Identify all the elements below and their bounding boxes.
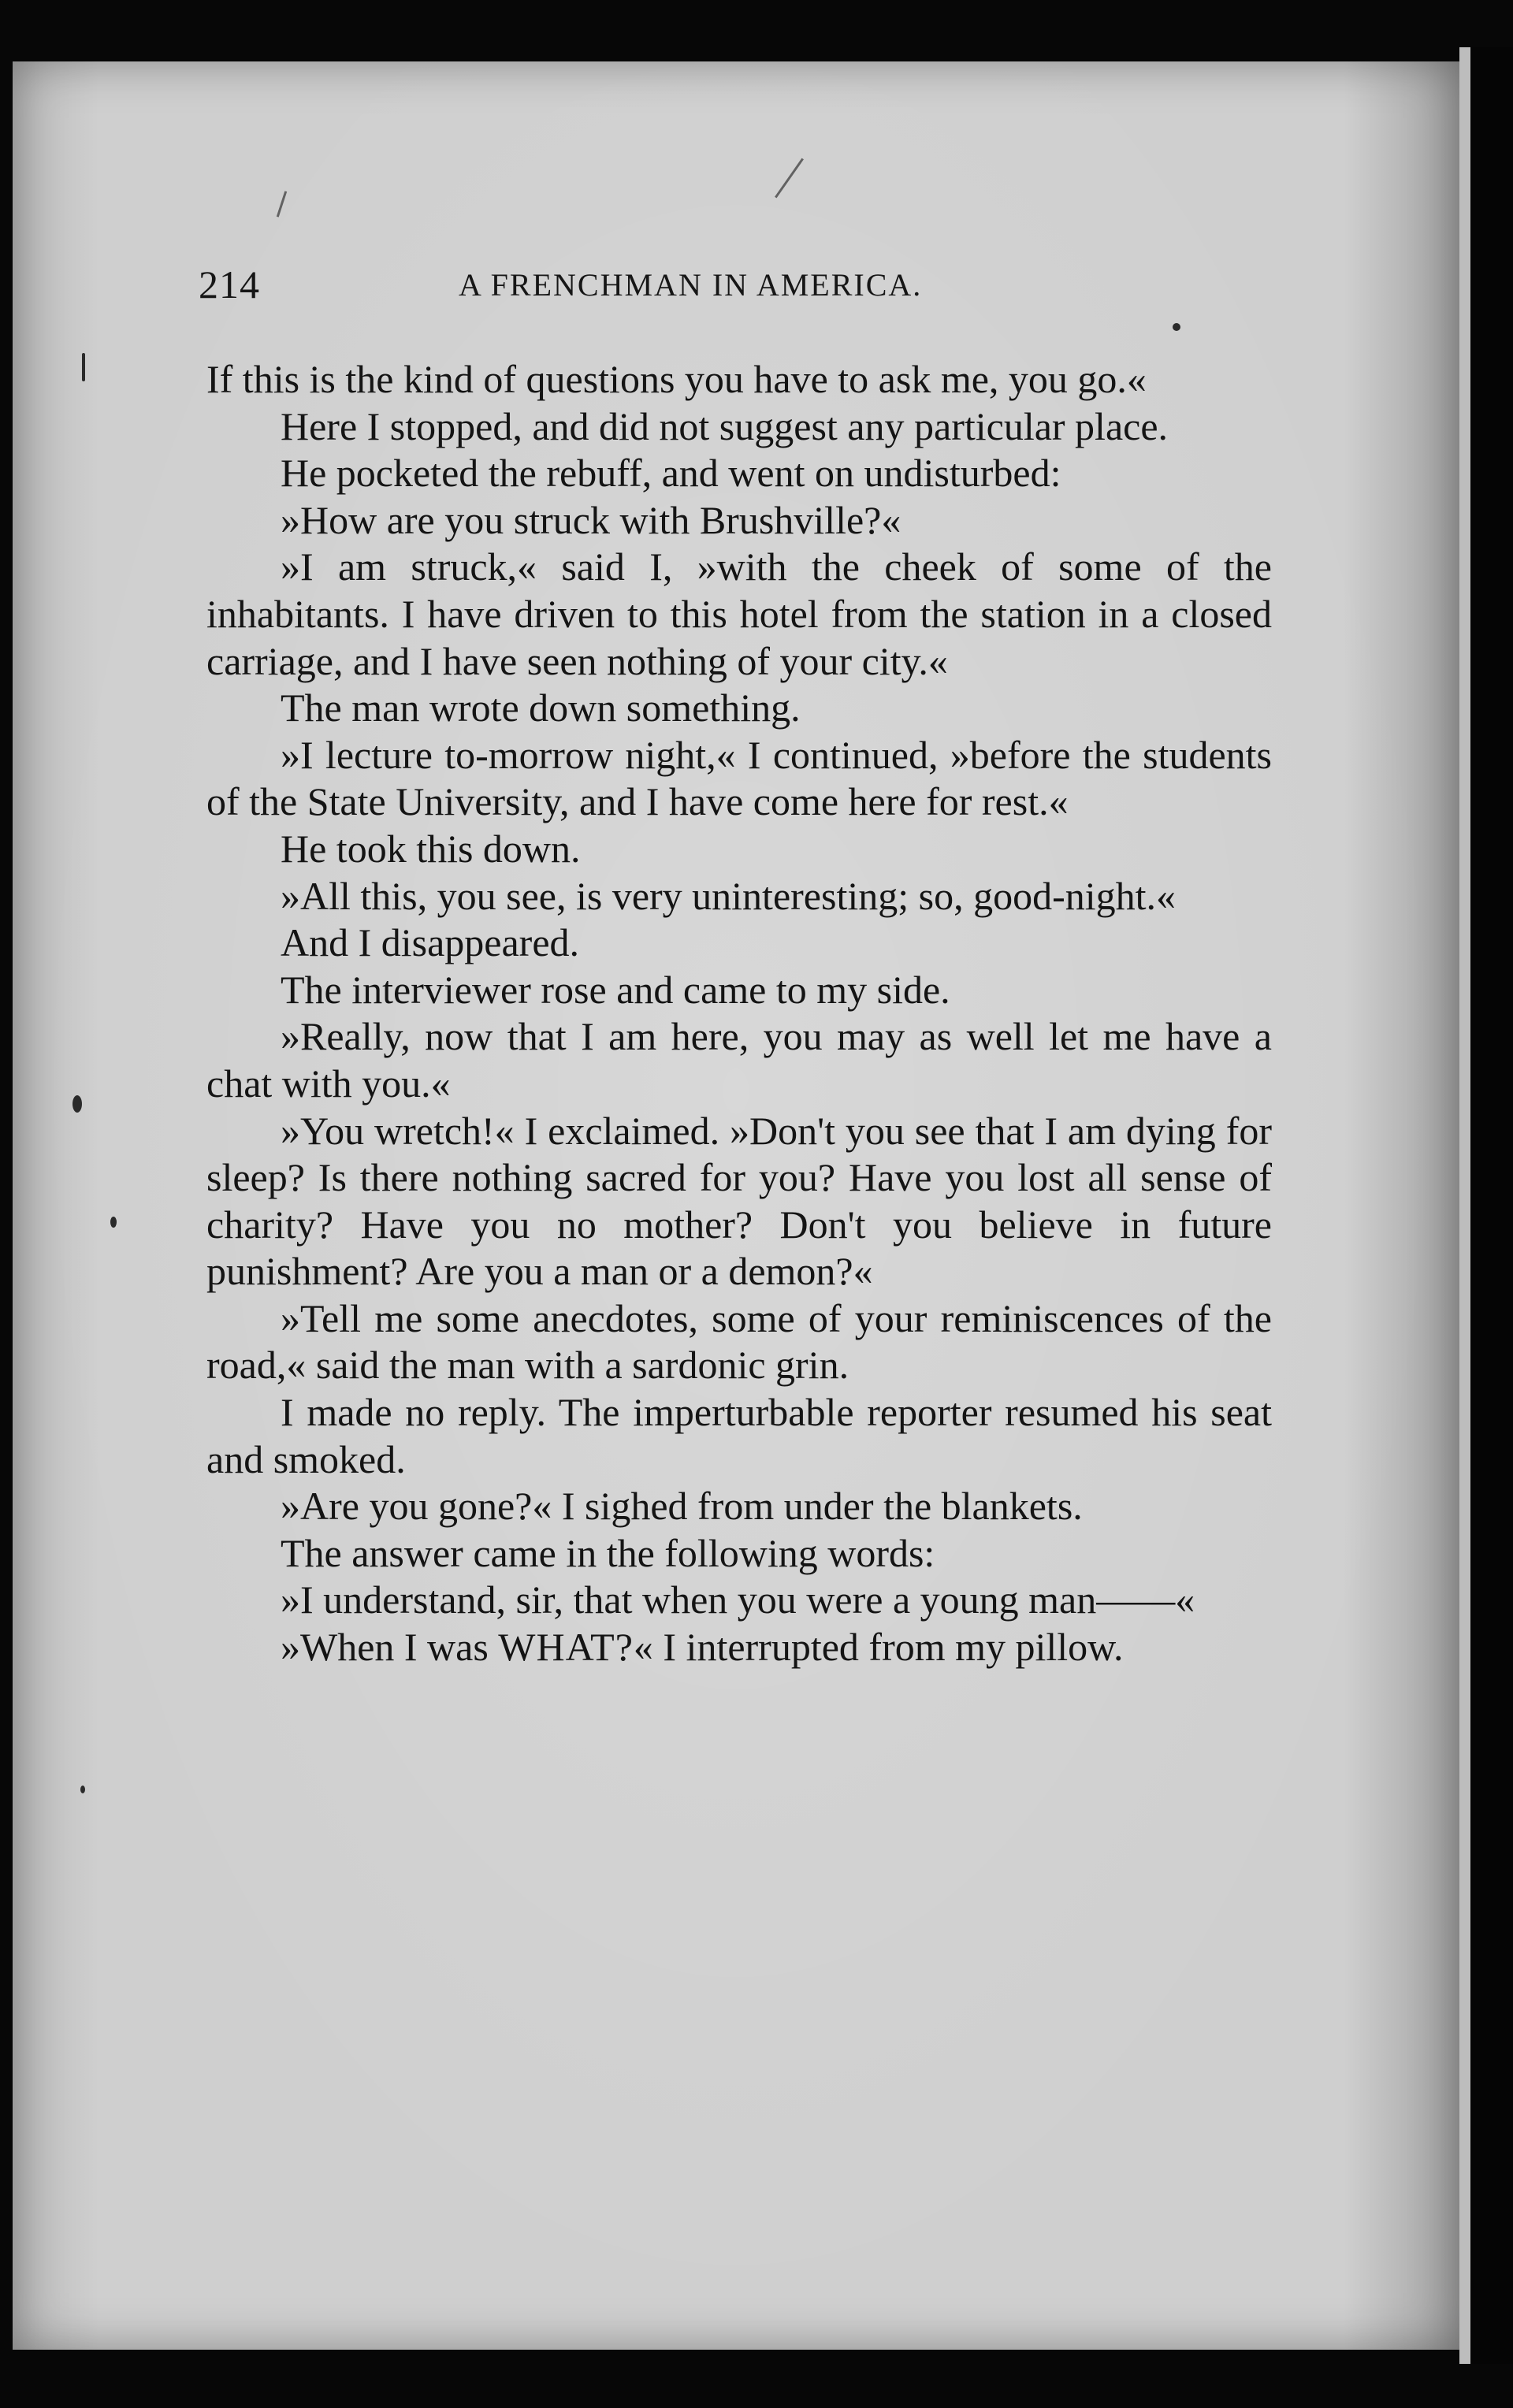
paragraph: »How are you struck with Brushville?« bbox=[281, 497, 901, 542]
paragraph: The interviewer rose and came to my side. bbox=[281, 967, 950, 1012]
paragraph: I made no reply. The imperturbable reporter resumed his seat and smoked. bbox=[206, 1390, 1272, 1481]
text-run: « I interrupted from my pillow. bbox=[633, 1625, 1124, 1670]
paragraph: »You wretch!« I exclaimed. »Don't you see that I am dying for sleep? Is there nothing sacred for you? Have you lost all sense of charity? Have you no mother? Don't you believe in future punishment? Are you a man or a demon?« bbox=[206, 1108, 1272, 1294]
scan-speck bbox=[110, 1217, 117, 1228]
paragraph: »Tell me some anecdotes, some of your reminiscences of the road,« said the man with a sardonic grin. bbox=[206, 1295, 1272, 1388]
paragraph: Here I stopped, and did not suggest any particular place. bbox=[281, 403, 1169, 448]
scan-speck bbox=[82, 353, 85, 381]
page-number: 214 bbox=[199, 262, 260, 307]
paragraph: He took this down. bbox=[281, 826, 581, 871]
book-gutter-shadow bbox=[1470, 47, 1513, 2364]
scan-speck bbox=[1173, 323, 1180, 331]
paragraph: The man wrote down something. bbox=[281, 686, 801, 730]
paragraph: »I lecture to-morrow night,« I continued, »before the students of the State University, and I have come here for rest.« bbox=[206, 732, 1272, 824]
scan-speck bbox=[80, 1786, 85, 1793]
page-body bbox=[206, 356, 1272, 1671]
paragraph: The answer came in the following words: bbox=[281, 1530, 935, 1575]
page-header bbox=[199, 262, 1302, 309]
adjacent-page-edge bbox=[1459, 47, 1470, 2364]
paragraph: »Are you gone?« I sighed from under the blankets. bbox=[281, 1484, 1083, 1529]
paragraph: »I am struck,« said I, »with the cheek of some of the inhabitants. I have driven to this hotel from the station in a closed carriage, and I have seen nothing of your city.« bbox=[206, 544, 1272, 683]
text-run: »When I was bbox=[281, 1625, 499, 1670]
paragraph: »All this, you see, is very uninteresting; so, good-night.« bbox=[281, 873, 1177, 918]
paragraph: He pocketed the rebuff, and went on undisturbed: bbox=[281, 451, 1061, 496]
paragraph: »Really, now that I am here, you may as well let me have a chat with you.« bbox=[206, 1014, 1272, 1106]
paragraph-last bbox=[206, 1624, 1272, 1671]
paragraph: If this is the kind of questions you have to ask me, you go.« bbox=[206, 357, 1147, 401]
paragraph: »I understand, sir, that when you were a young man——« bbox=[281, 1577, 1195, 1622]
emphasis-text: WHAT? bbox=[498, 1625, 634, 1670]
paragraph: And I disappeared. bbox=[281, 920, 580, 965]
scan-speck bbox=[72, 1095, 82, 1113]
running-head: A FRENCHMAN IN AMERICA. bbox=[459, 267, 923, 303]
